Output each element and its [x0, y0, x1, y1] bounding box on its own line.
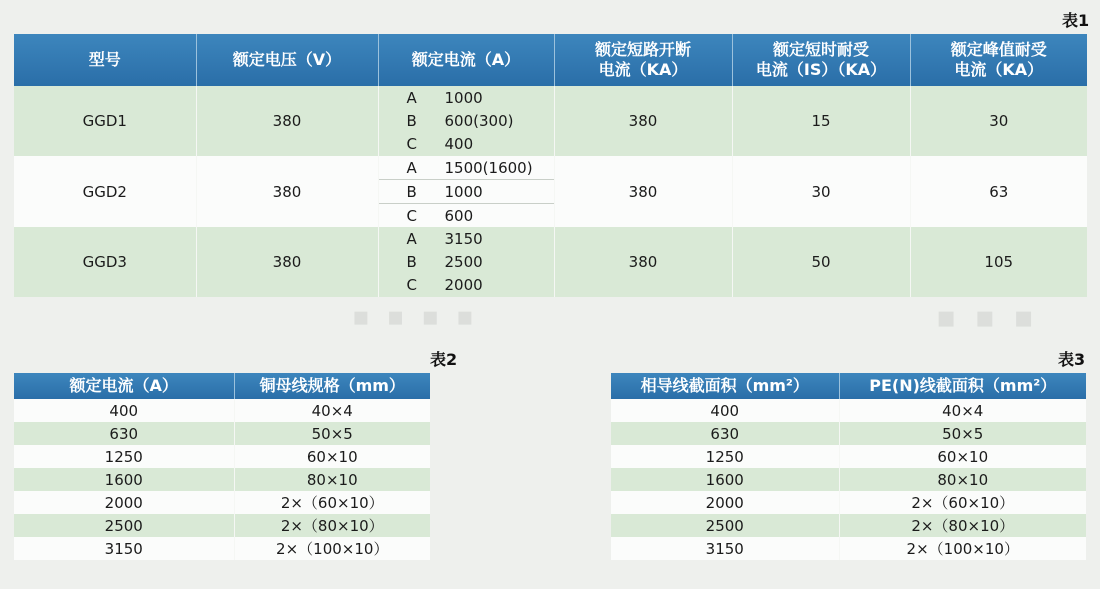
table-row: [611, 537, 1086, 560]
table-row: [14, 514, 430, 537]
cell-short-time: 50: [732, 227, 910, 297]
table1-caption: 表1: [1062, 11, 1090, 30]
table-row: [14, 468, 430, 491]
cell-short-time: 30: [732, 156, 910, 227]
table3-caption: 表3: [1058, 350, 1086, 369]
cell-current: 2500: [14, 514, 234, 537]
cell-current: 2000: [14, 491, 234, 514]
cell-spec: 60×10: [234, 445, 430, 468]
header-rated-current: 额定电流（A）: [378, 34, 554, 86]
cell-spec: 2×（80×10）: [234, 514, 430, 537]
cell-phase: 3150: [611, 537, 839, 560]
current-grade-row: C 600: [406, 206, 474, 225]
cell-model: GGD3: [14, 227, 196, 297]
cell-current: 630: [14, 422, 234, 445]
header-breaking-current: 额定短路开断 电流（KA）: [554, 34, 732, 86]
table-row: [611, 491, 1086, 514]
header-model: 型号: [14, 34, 196, 86]
current-grade-row: A 1000: [406, 89, 483, 107]
current-grade-row: C 2000: [406, 276, 483, 294]
header-busbar-spec: 铜母线规格（mm）: [234, 373, 430, 399]
cell-spec: 2×（60×10）: [234, 491, 430, 514]
table-header-row: [14, 373, 430, 399]
cell-phase: 1250: [611, 445, 839, 468]
table-row: [611, 399, 1086, 422]
cell-pe: 2×（60×10）: [839, 491, 1086, 514]
cell-current: 1600: [14, 468, 234, 491]
table-row: [14, 491, 430, 514]
cell-breaking: 380: [554, 227, 732, 297]
cell-breaking: 380: [554, 86, 732, 156]
table-row: [14, 445, 430, 468]
header-phase-conductor: 相导线截面积（mm²）: [611, 373, 839, 399]
table-row: [14, 537, 430, 560]
cell-voltage: 380: [196, 86, 378, 156]
cell-phase: 2000: [611, 491, 839, 514]
cell-current: 3150: [14, 537, 234, 560]
cell-spec: 40×4: [234, 399, 430, 422]
cell-phase: 2500: [611, 514, 839, 537]
header-short-time-current: 额定短时耐受 电流（IS）（KA）: [732, 34, 910, 86]
cell-breaking: 380: [554, 156, 732, 227]
table-row: [14, 156, 1087, 227]
cell-spec: 80×10: [234, 468, 430, 491]
cell-peak: 63: [910, 156, 1087, 227]
background-texture: ▪ ▪ ▪ ▪: [352, 302, 478, 332]
table-row: [14, 86, 1087, 156]
cell-current: 1250: [14, 445, 234, 468]
current-grade-row: B 1000: [379, 180, 554, 204]
table-row: [611, 445, 1086, 468]
cell-model: GGD1: [14, 86, 196, 156]
current-grade-row: B 600(300): [406, 112, 514, 130]
table-header-row: [611, 373, 1086, 399]
header-peak-current: 额定峰值耐受 电流（KA）: [910, 34, 1087, 86]
cell-currents: [378, 156, 554, 227]
cell-short-time: 15: [732, 86, 910, 156]
cell-voltage: 380: [196, 156, 378, 227]
table-row: [611, 514, 1086, 537]
table-row: [611, 468, 1086, 491]
header-rated-voltage: 额定电压（V）: [196, 34, 378, 86]
cell-currents: [378, 86, 554, 156]
cell-model: GGD2: [14, 156, 196, 227]
cell-spec: 2×（100×10）: [234, 537, 430, 560]
table-row: [14, 399, 430, 422]
cell-phase: 400: [611, 399, 839, 422]
background-texture: ▪ ▪ ▪: [936, 300, 1038, 335]
busbar-spec-table: [14, 373, 430, 560]
header-pe-conductor: PE(N)线截面积（mm²）: [839, 373, 1086, 399]
table2-caption: 表2: [430, 350, 458, 369]
cell-pe: 2×（80×10）: [839, 514, 1086, 537]
cell-pe: 80×10: [839, 468, 1086, 491]
current-grade-row: B 2500: [406, 253, 483, 271]
cell-voltage: 380: [196, 227, 378, 297]
cell-pe: 2×（100×10）: [839, 537, 1086, 560]
cell-phase: 630: [611, 422, 839, 445]
cell-peak: 30: [910, 86, 1087, 156]
conductor-section-table: [611, 373, 1086, 560]
cell-pe: 40×4: [839, 399, 1086, 422]
cell-spec: 50×5: [234, 422, 430, 445]
current-grade-row: A 3150: [406, 230, 483, 248]
cell-currents: [378, 227, 554, 297]
table-header-row: [14, 34, 1087, 86]
header-rated-current: 额定电流（A）: [14, 373, 234, 399]
cell-current: 400: [14, 399, 234, 422]
cell-peak: 105: [910, 227, 1087, 297]
cell-pe: 50×5: [839, 422, 1086, 445]
table-row: [611, 422, 1086, 445]
cell-phase: 1600: [611, 468, 839, 491]
current-grade-row: A 1500(1600): [379, 156, 554, 180]
table-row: [14, 227, 1087, 297]
cell-pe: 60×10: [839, 445, 1086, 468]
rating-table: [14, 34, 1087, 297]
current-grade-row: C 400: [406, 135, 474, 153]
table-row: [14, 422, 430, 445]
